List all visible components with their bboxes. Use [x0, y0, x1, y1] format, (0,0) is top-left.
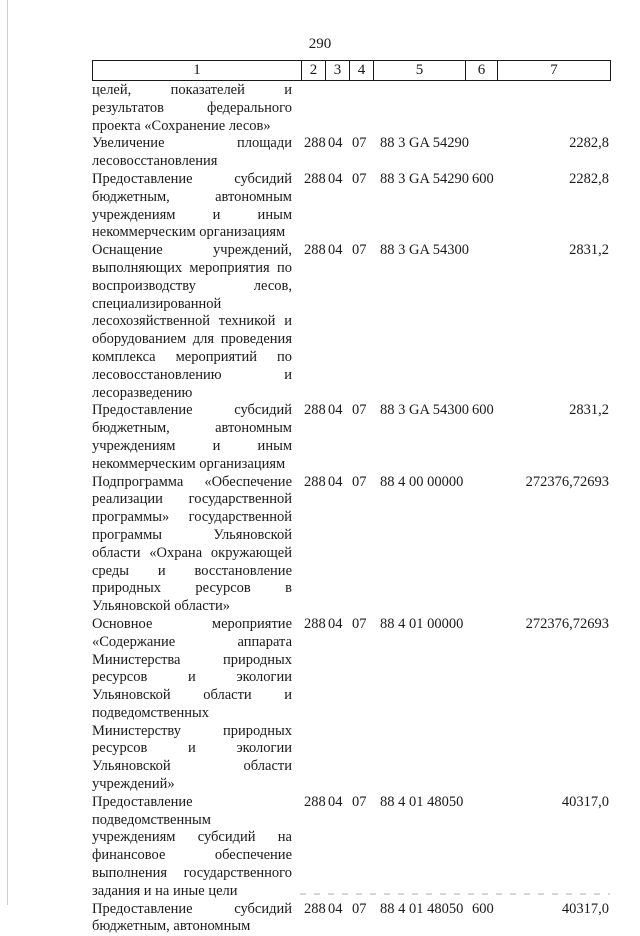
- cell-expense-type: 600: [472, 402, 494, 419]
- cell-amount: 272376,72693: [525, 473, 609, 490]
- cell-admin-code: 288: [304, 473, 326, 490]
- table-header: [92, 60, 611, 81]
- table-row: [92, 242, 612, 402]
- cell-section: 04: [328, 170, 343, 187]
- cell-admin-code: 288: [304, 135, 326, 152]
- cell-admin-code: 288: [304, 170, 326, 187]
- cell-target-article: 88 3 GA 54290: [380, 170, 470, 187]
- cell-admin-code: 288: [304, 615, 326, 632]
- cell-section: 04: [328, 473, 343, 490]
- row-description: целей, показателей и результатов федерального проекта «Сохранение лесов»: [92, 82, 292, 134]
- cell-target-article: 88 3 GA 54300: [380, 402, 470, 419]
- cell-subsection: 07: [352, 793, 367, 810]
- cell-subsection: 07: [352, 473, 367, 490]
- table-row: [92, 171, 612, 242]
- table-row: [92, 616, 612, 794]
- cell-subsection: 07: [352, 900, 367, 917]
- cell-subsection: 07: [352, 615, 367, 632]
- row-description: Предоставление субсидий бюджетным, автономным учреждениям и иным некоммерческим организациям: [92, 170, 292, 241]
- cell-target-article: 88 3 GA 54300: [380, 242, 470, 259]
- cell-admin-code: 288: [304, 242, 326, 259]
- cell-expense-type: 600: [472, 900, 494, 917]
- table-body: [92, 82, 612, 936]
- page-number: 290: [308, 36, 332, 52]
- row-description: Предоставление субсидий бюджетным, автономным учреждениям и иным некоммерческим организациям: [92, 402, 292, 472]
- scan-artifact: [300, 893, 610, 895]
- row-description: Основное мероприятие «Содержание аппарата Министерства природных ресурсов и экологии Ульяновской области и подведомственных Министерству природных ресурсов и экологии Ульяновской области учреждений»: [92, 615, 292, 793]
- cell-target-article: 88 3 GA 54290: [380, 135, 470, 152]
- cell-section: 04: [328, 615, 343, 632]
- cell-subsection: 07: [352, 135, 367, 152]
- header-col-4: 4: [350, 61, 374, 81]
- cell-section: 04: [328, 900, 343, 917]
- row-description: Оснащение учреждений, выполняющих мероприятия по воспроизводству лесов, специализированной лесохозяйственной техникой и оборудованием для проведения комплекса мероприятий по лесовосстановлению и лесоразведению: [92, 242, 292, 401]
- cell-target-article: 88 4 01 48050: [380, 900, 464, 917]
- cell-subsection: 07: [352, 170, 367, 187]
- header-col-6: 6: [466, 61, 498, 81]
- cell-expense-type: 600: [472, 170, 494, 187]
- cell-admin-code: 288: [304, 900, 326, 917]
- cell-target-article: 88 4 01 00000: [380, 615, 464, 632]
- cell-admin-code: 288: [304, 793, 326, 810]
- row-description: Подпрограмма «Обеспечение реализации государственной программы» государственной программы Ульяновской области «Охрана окружающей среды и восстановление природных ресурсов в Ульяновской области»: [92, 473, 292, 615]
- cell-amount: 272376,72693: [525, 615, 609, 632]
- cell-admin-code: 288: [304, 402, 326, 419]
- cell-section: 04: [328, 135, 343, 152]
- table-row: [92, 474, 612, 616]
- header-row: [93, 61, 611, 81]
- cell-amount: 2831,2: [569, 242, 609, 259]
- header-col-1: 1: [93, 61, 302, 81]
- table-row: [92, 794, 612, 901]
- page-left-edge: [7, 0, 8, 905]
- cell-amount: 2282,8: [569, 170, 609, 187]
- table-row: [92, 901, 612, 936]
- header-col-5: 5: [374, 61, 466, 81]
- cell-amount: 40317,0: [561, 900, 609, 917]
- row-description: Предоставление подведомственным учреждениям субсидий на финансовое обеспечение выполнения государственного задания и на иные цели: [92, 793, 292, 899]
- table-row: [92, 402, 612, 473]
- header-col-2: 2: [302, 61, 326, 81]
- row-description: Предоставление субсидий бюджетным, автономным: [92, 900, 292, 935]
- cell-section: 04: [328, 402, 343, 419]
- cell-section: 04: [328, 793, 343, 810]
- cell-section: 04: [328, 242, 343, 259]
- table-row: [92, 135, 612, 171]
- cell-amount: 2831,2: [569, 402, 609, 419]
- cell-target-article: 88 4 01 48050: [380, 793, 464, 810]
- cell-target-article: 88 4 00 00000: [380, 473, 464, 490]
- row-description: Увеличение площади лесовосстановления: [92, 135, 292, 170]
- table-row: [92, 82, 612, 135]
- header-col-3: 3: [326, 61, 350, 81]
- cell-amount: 40317,0: [561, 793, 609, 810]
- cell-subsection: 07: [352, 402, 367, 419]
- cell-subsection: 07: [352, 242, 367, 259]
- cell-amount: 2282,8: [569, 135, 609, 152]
- header-col-7: 7: [498, 61, 611, 81]
